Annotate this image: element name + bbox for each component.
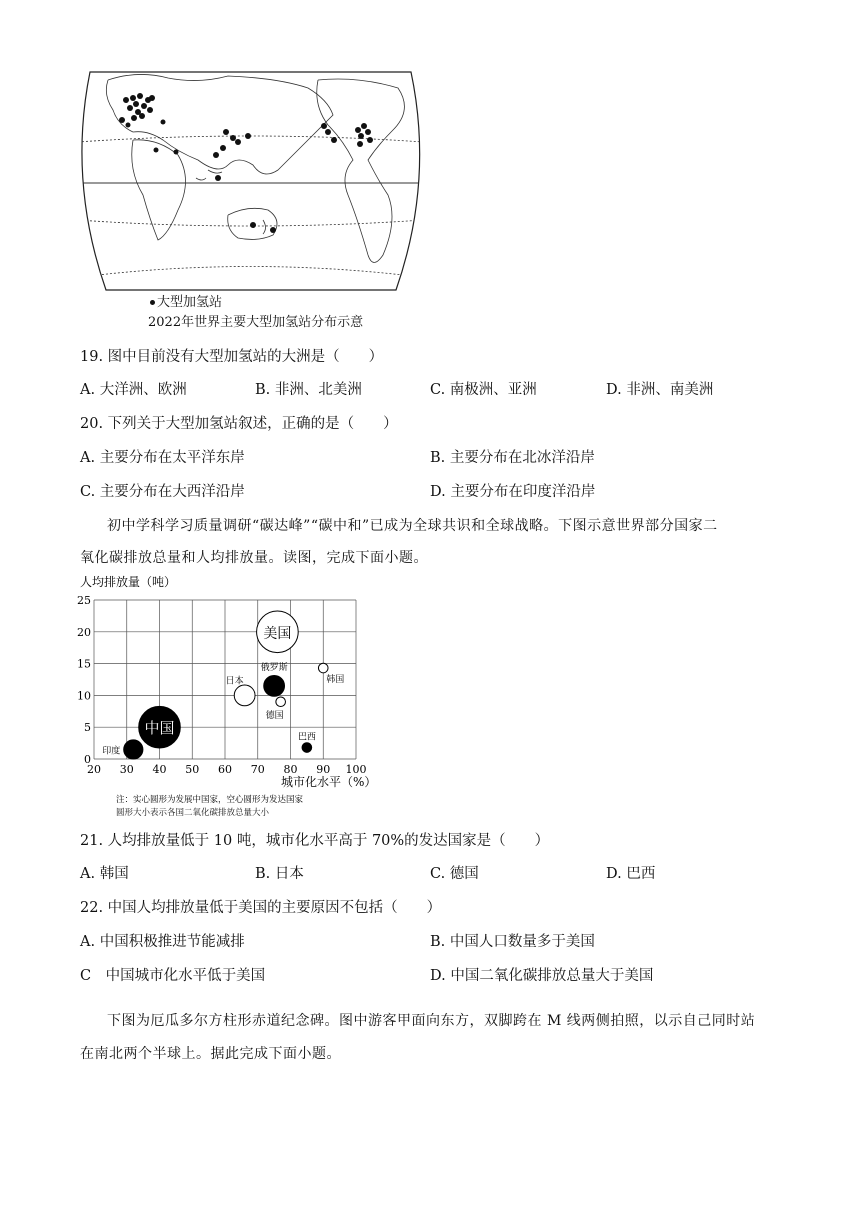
q21-option-d[interactable]: D. 巴西 xyxy=(606,866,656,882)
x-tick-label: 70 xyxy=(250,763,265,776)
x-tick-label: 80 xyxy=(283,763,298,776)
chart-xlabel: 城市化水平（%） xyxy=(281,775,376,789)
point-label: 俄罗斯 xyxy=(260,662,288,673)
point-label: 印度 xyxy=(102,746,121,757)
station-dot xyxy=(119,117,125,123)
point-label: 日本 xyxy=(225,676,244,687)
point-label: 巴西 xyxy=(297,732,316,743)
station-dot xyxy=(325,129,331,135)
intro1-line1: 初中学科学习质量调研“碳达峰”“碳中和”已成为全球共识和全球战略。下图示意世界部分国家二 xyxy=(107,518,718,534)
legend-dot-icon xyxy=(150,300,155,305)
station-dot xyxy=(161,120,166,125)
intro2-line2: 在南北两个半球上。据此完成下面小题。 xyxy=(80,1046,341,1062)
x-tick-label: 90 xyxy=(316,763,331,776)
station-dot xyxy=(127,105,133,111)
station-dot xyxy=(250,222,256,228)
q20-option-c[interactable]: C. 主要分布在大西洋沿岸 xyxy=(80,484,245,500)
y-tick-label: 20 xyxy=(77,625,91,639)
station-dot xyxy=(367,137,373,143)
map-legend xyxy=(150,291,222,310)
station-dot xyxy=(331,137,337,143)
q21-stem: 21. 人均排放量低于 10 吨，城市化水平高于 70%的发达国家是（ ） xyxy=(80,833,550,849)
station-dot xyxy=(154,148,159,153)
x-tick-label: 60 xyxy=(218,763,232,776)
station-dot xyxy=(358,133,364,139)
x-tick-label: 40 xyxy=(152,763,167,776)
q19-stem: 19. 图中目前没有大型加氢站的大洲是（ ） xyxy=(80,349,384,365)
point-韩国 xyxy=(318,663,328,673)
point-label: 美国 xyxy=(263,625,292,642)
station-dot xyxy=(141,103,147,109)
point-label: 中国 xyxy=(144,719,175,738)
y-tick-label: 25 xyxy=(77,594,91,607)
point-巴西 xyxy=(302,743,312,753)
station-dot xyxy=(357,141,363,147)
q20-option-d[interactable]: D. 主要分布在印度洋沿岸 xyxy=(430,484,596,500)
hydrogen-station-map xyxy=(78,70,423,292)
chart-ylabel: 人均排放量（吨） xyxy=(80,575,177,589)
station-dot xyxy=(213,152,219,158)
station-dot xyxy=(174,150,179,155)
q19-option-a[interactable]: A. 大洋洲、欧洲 xyxy=(80,382,187,398)
y-tick-label: 0 xyxy=(84,753,91,766)
x-tick-label: 100 xyxy=(345,763,367,776)
y-tick-label: 5 xyxy=(84,721,91,735)
chart-note-2: 圆形大小表示各国二氧化碳排放总量大小 xyxy=(116,808,270,818)
q20-stem: 20. 下列关于大型加氢站叙述，正确的是（ ） xyxy=(80,416,398,432)
station-dot xyxy=(245,133,251,139)
station-dot xyxy=(361,123,367,129)
q22-option-b[interactable]: B. 中国人口数量多于美国 xyxy=(430,934,595,950)
q19-option-c[interactable]: C. 南极洲、亚洲 xyxy=(430,382,537,398)
station-dot xyxy=(139,113,145,119)
point-德国 xyxy=(276,697,286,707)
point-俄罗斯 xyxy=(264,675,285,696)
q21-option-b[interactable]: B. 日本 xyxy=(255,866,304,882)
x-tick-label: 50 xyxy=(185,763,200,776)
station-dot xyxy=(230,135,236,141)
y-tick-label: 15 xyxy=(77,657,91,671)
station-dot xyxy=(131,115,137,121)
point-印度 xyxy=(124,740,143,759)
q21-option-c[interactable]: C. 德国 xyxy=(430,866,479,882)
q22-option-d[interactable]: D. 中国二氧化碳排放总量大于美国 xyxy=(430,968,654,984)
intro2-line1: 下图为厄瓜多尔方柱形赤道纪念碑。图中游客甲面向东方，双脚跨在 M 线两侧拍照，以示自己同时站 xyxy=(107,1013,756,1029)
map-caption: 2022年世界主要大型加氢站分布示意 xyxy=(148,315,364,330)
station-dot xyxy=(130,95,136,101)
station-dot xyxy=(220,145,226,151)
point-label: 德国 xyxy=(265,710,284,721)
point-日本 xyxy=(234,685,255,706)
station-dot xyxy=(365,129,371,135)
q22-option-a[interactable]: A. 中国积极推进节能减排 xyxy=(80,934,245,950)
x-tick-label: 30 xyxy=(119,763,134,776)
q19-option-b[interactable]: B. 非洲、北美洲 xyxy=(255,382,362,398)
q21-option-a[interactable]: A. 韩国 xyxy=(80,866,129,882)
y-tick-label: 10 xyxy=(77,689,91,703)
station-dot xyxy=(133,101,139,107)
station-dot xyxy=(223,129,229,135)
point-label: 韩国 xyxy=(326,675,345,686)
station-dot xyxy=(270,227,276,233)
q22-stem: 22. 中国人均排放量低于美国的主要原因不包括（ ） xyxy=(80,900,442,916)
q22-option-c[interactable]: C 中国城市化水平低于美国 xyxy=(80,968,266,984)
chart-points xyxy=(102,611,344,759)
chart-note-1: 注：实心圆形为发展中国家，空心圆形为发达国家 xyxy=(116,795,304,805)
q20-option-b[interactable]: B. 主要分布在北冰洋沿岸 xyxy=(430,450,595,466)
station-dot xyxy=(355,127,361,133)
x-tick-label: 20 xyxy=(87,763,101,776)
legend-label: 大型加氢站 xyxy=(157,295,223,310)
station-dot xyxy=(235,139,241,145)
station-dot xyxy=(123,97,129,103)
co2-emission-chart xyxy=(76,572,376,812)
intro1-line2: 氧化碳排放总量和人均排放量。读图，完成下面小题。 xyxy=(80,550,428,566)
station-dot xyxy=(149,95,155,101)
station-dot xyxy=(147,107,153,113)
station-dot xyxy=(215,175,221,181)
q19-option-d[interactable]: D. 非洲、南美洲 xyxy=(606,382,714,398)
station-dot xyxy=(321,123,327,129)
station-dot xyxy=(137,93,143,99)
station-dot xyxy=(126,123,131,128)
q20-option-a[interactable]: A. 主要分布在太平洋东岸 xyxy=(80,450,245,466)
